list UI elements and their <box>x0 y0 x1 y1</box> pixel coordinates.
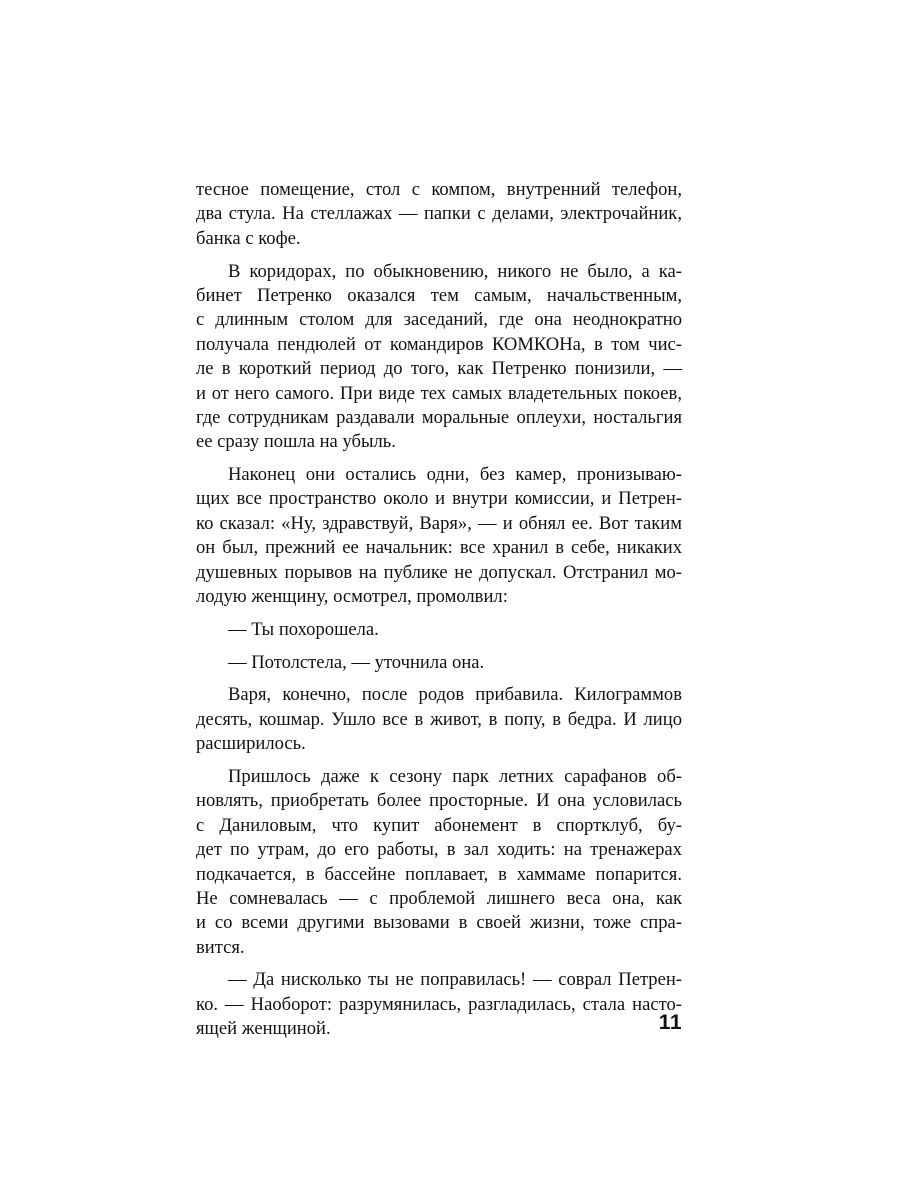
text-line: ко сказал: «Ну, здравствуй, Варя», — и обнял ее. Вот таким <box>196 512 682 534</box>
text-line: Пришлось даже к сезону парк летних сарафанов об- <box>228 765 682 787</box>
text-line: душевных порывов на публике не допускал. Отстранил мо- <box>196 561 682 583</box>
paragraph-gap <box>196 251 682 259</box>
paragraph-gap <box>196 757 682 765</box>
text-line: ле в короткий период до того, как Петренко понизили, — <box>196 358 682 380</box>
text-line: тесное помещение, стол с компом, внутренний телефон, <box>196 179 682 200</box>
paragraph-gap <box>196 455 682 463</box>
text-line: лодую женщину, осмотрел, промолвил: <box>196 586 508 608</box>
paragraph <box>196 260 682 455</box>
text-line: ящей женщиной. <box>196 1018 331 1040</box>
text-line: с длинным столом для заседаний, где она неоднократно <box>196 309 682 331</box>
text-line: банка с кофе. <box>196 227 301 249</box>
text-line: новлять, приобретать более просторные. И она условилась <box>196 790 682 812</box>
paragraph <box>196 178 682 251</box>
page-number: 11 <box>658 1011 682 1034</box>
text-line: щих все пространство около и внутри комиссии, и Петрен- <box>196 488 682 510</box>
text-line: бинет Петренко оказался тем самым, начальственным, <box>196 284 682 306</box>
text-line: два стула. На стеллажах — папки с делами, электрочайник, <box>196 203 682 225</box>
paragraph-gap <box>196 675 682 683</box>
text-line: Варя, конечно, после родов прибавила. Килограммов <box>228 684 682 706</box>
paragraph-gap <box>196 960 682 968</box>
paragraph <box>196 683 682 756</box>
text-line: десять, кошмар. Ушло все в живот, в попу, в бедра. И лицо <box>196 708 682 730</box>
text-line: и от него самого. При виде тех самых владетельных покоев, <box>196 382 682 404</box>
text-line: вится. <box>196 936 245 958</box>
paragraph <box>196 618 682 642</box>
text-line: с Даниловым, что купит абонемент в спортклуб, бу- <box>196 814 682 836</box>
text-line: ко. — Наоборот: разрумянилась, разгладилась, стала насто- <box>196 993 682 1015</box>
paragraph <box>196 968 682 1041</box>
paragraph-gap <box>196 609 682 617</box>
text-line: и со всеми другими вызовами в своей жизни, тоже спра- <box>196 912 682 934</box>
text-line: подкачается, в бассейне поплавает, в хаммаме попарится. <box>196 863 682 885</box>
paragraph <box>196 463 682 609</box>
text-line: — Ты похорошела. <box>228 618 379 640</box>
text-line: — Потолстела, — уточнила она. <box>228 651 485 673</box>
text-line: ее сразу пошла на убыль. <box>196 431 396 453</box>
paragraph <box>196 765 682 960</box>
text-line: дет по утрам, до его работы, в зал ходить: на тренажерах <box>196 839 682 861</box>
text-line: — Да нисколько ты не поправилась! — соврал Петрен- <box>228 969 682 991</box>
paragraph <box>196 651 682 675</box>
text-line: получала пендюлей от командиров КОМКОНа, в том чис- <box>196 333 682 355</box>
text-line: он был, прежний ее начальник: все хранил в себе, никаких <box>196 537 682 559</box>
text-line: где сотрудникам раздавали моральные оплеухи, ностальгия <box>196 406 682 428</box>
body-text <box>196 178 682 1042</box>
text-line: расширилось. <box>196 733 306 755</box>
text-line: Не сомневалась — с проблемой лишнего веса она, как <box>196 887 682 909</box>
text-line: Наконец они остались одни, без камер, пронизываю- <box>228 464 682 486</box>
paragraph-gap <box>196 642 682 650</box>
text-line: В коридорах, по обыкновению, никого не было, а ка- <box>228 260 682 282</box>
